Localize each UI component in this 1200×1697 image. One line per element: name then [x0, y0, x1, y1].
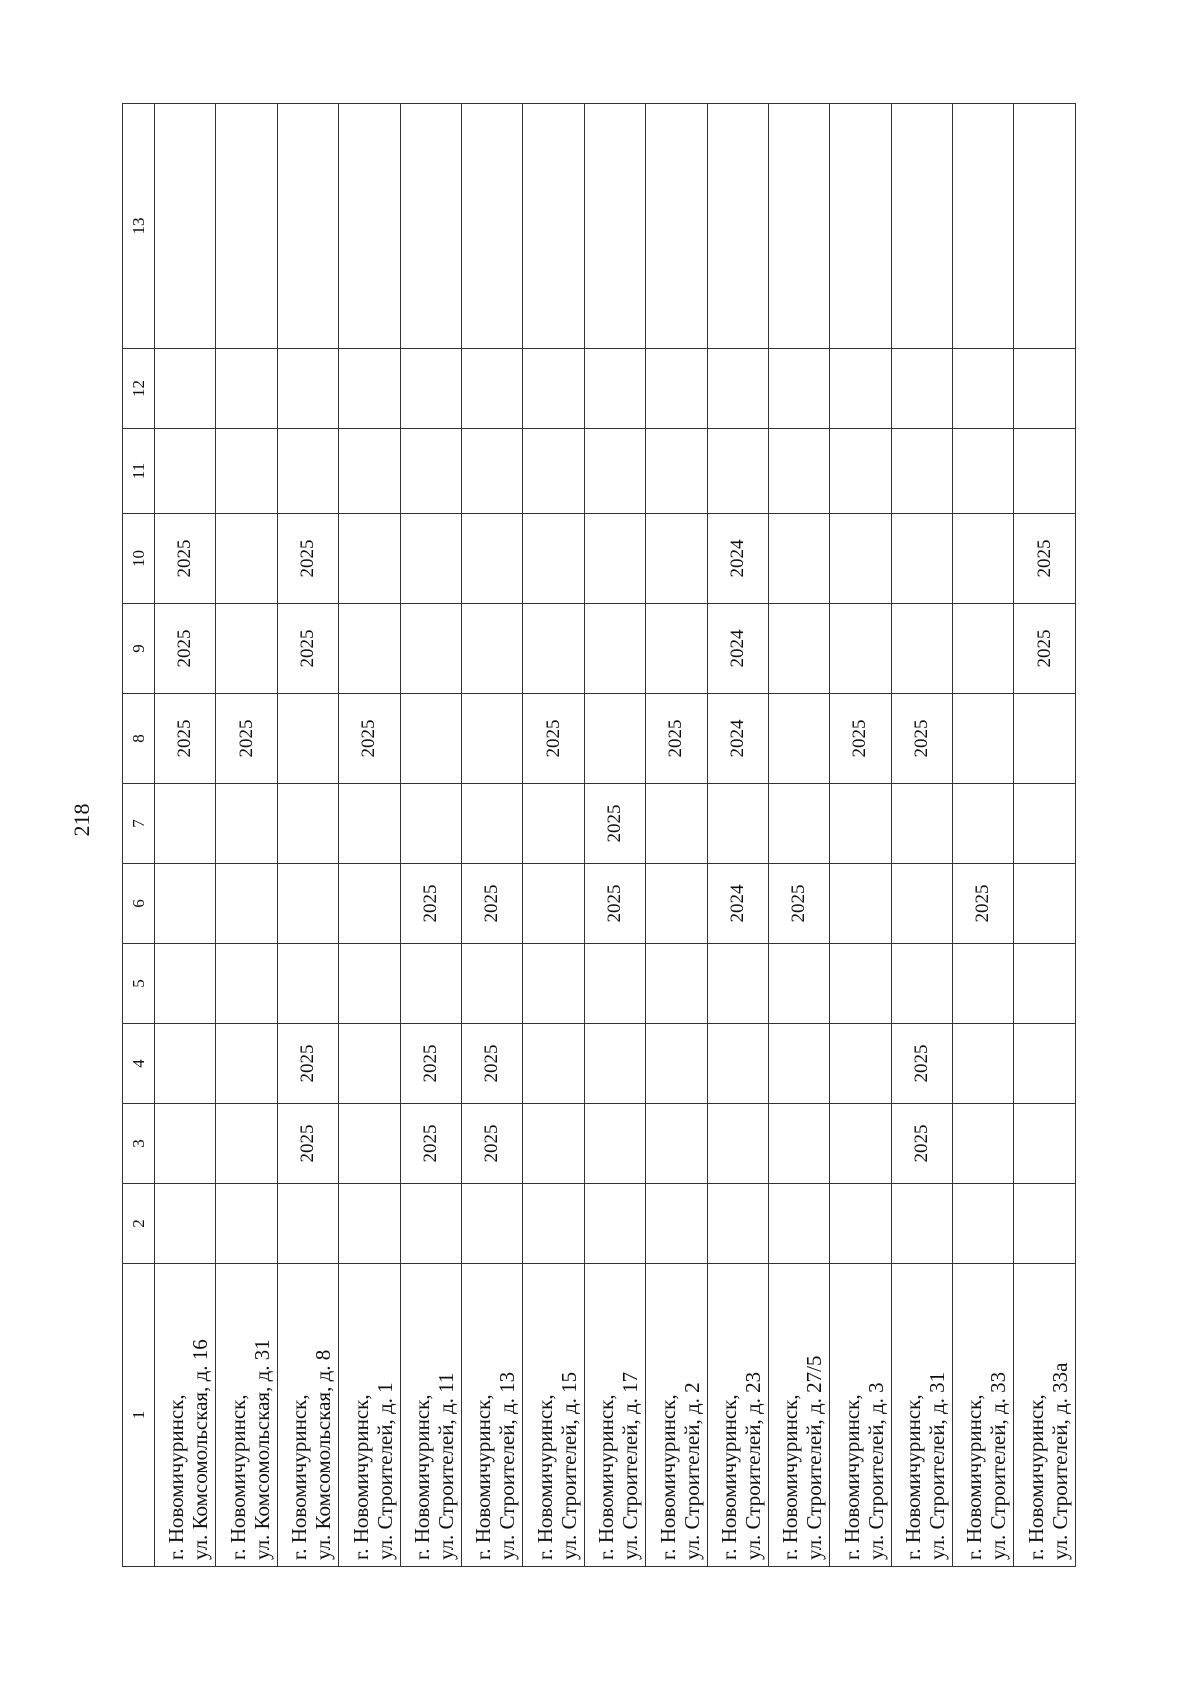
year-cell: 2025 [891, 1104, 952, 1184]
year-cell [155, 1184, 216, 1264]
column-header: 13 [123, 104, 155, 349]
year-cell [277, 104, 338, 349]
year-cell: 2024 [707, 694, 768, 784]
year-cell [707, 429, 768, 514]
address-cell [523, 1264, 584, 1567]
address-street: ул. Строителей, д. 33а [1048, 1362, 1072, 1560]
year-cell [768, 604, 829, 694]
year-cell [584, 349, 645, 429]
year-cell [891, 1184, 952, 1264]
year-cell [584, 1024, 645, 1104]
year-cell [277, 694, 338, 784]
table-row [830, 104, 891, 1567]
address-street: ул. Строителей, д. 27/5 [802, 1355, 827, 1560]
column-header: 9 [123, 604, 155, 694]
year-cell [523, 604, 584, 694]
year-cell [216, 514, 277, 604]
year-cell: 2025 [400, 864, 461, 944]
address-cell [830, 1264, 891, 1567]
address-city: г. Новомичуринск, [594, 1394, 619, 1560]
table-row [953, 104, 1014, 1567]
year-cell: 2025 [400, 1024, 461, 1104]
year-cell [155, 349, 216, 429]
year-cell [461, 349, 522, 429]
year-cell [461, 604, 522, 694]
year-cell [339, 104, 400, 349]
year-cell [830, 349, 891, 429]
year-cell: 2025 [830, 694, 891, 784]
address-cell [1014, 1264, 1076, 1567]
year-cell [953, 784, 1014, 864]
year-cell [339, 944, 400, 1024]
year-cell [339, 784, 400, 864]
year-cell [277, 429, 338, 514]
column-header: 6 [123, 864, 155, 944]
year-cell [461, 514, 522, 604]
year-cell [646, 104, 707, 349]
table-header [123, 104, 155, 1567]
data-table [122, 103, 1076, 1567]
year-cell [646, 1184, 707, 1264]
table-row [584, 104, 645, 1567]
table-row [646, 104, 707, 1567]
address-cell [768, 1264, 829, 1567]
year-cell [768, 1184, 829, 1264]
year-cell: 2025 [277, 1024, 338, 1104]
table-row [155, 104, 216, 1567]
year-cell: 2025 [461, 864, 522, 944]
year-cell [216, 1104, 277, 1184]
column-header: 11 [123, 429, 155, 514]
year-cell [584, 429, 645, 514]
year-cell [155, 429, 216, 514]
year-cell [400, 514, 461, 604]
address-street: ул. Строителей, д. 23 [740, 1371, 765, 1560]
column-header: 3 [123, 1104, 155, 1184]
address-cell [277, 1264, 338, 1567]
year-cell [891, 104, 952, 349]
year-cell [830, 104, 891, 349]
year-cell [768, 1104, 829, 1184]
year-cell [646, 429, 707, 514]
year-cell [707, 349, 768, 429]
address-street: ул. Строителей, д. 33 [986, 1371, 1011, 1560]
year-cell [953, 349, 1014, 429]
year-cell [216, 104, 277, 349]
address-street: ул. Строителей, д. 15 [556, 1371, 581, 1560]
year-cell [646, 944, 707, 1024]
year-cell [646, 1104, 707, 1184]
year-cell [646, 514, 707, 604]
year-cell [400, 694, 461, 784]
year-cell [830, 514, 891, 604]
year-cell [891, 864, 952, 944]
year-cell [155, 1024, 216, 1104]
address-street: ул. Комсомольская, д. 31 [249, 1339, 274, 1560]
year-cell: 2025 [155, 514, 216, 604]
address-city: г. Новомичуринск, [778, 1394, 803, 1560]
year-cell: 2025 [523, 694, 584, 784]
year-cell [953, 429, 1014, 514]
year-cell [891, 944, 952, 1024]
year-cell [523, 104, 584, 349]
year-cell [400, 944, 461, 1024]
year-cell [339, 864, 400, 944]
table-row [707, 104, 768, 1567]
year-cell [646, 1024, 707, 1104]
year-cell [830, 1184, 891, 1264]
year-cell [523, 349, 584, 429]
year-cell [523, 514, 584, 604]
address-city: г. Новомичуринск, [225, 1394, 250, 1560]
year-cell [339, 429, 400, 514]
year-cell [216, 1184, 277, 1264]
year-cell [461, 694, 522, 784]
address-street: ул. Строителей, д. 31 [925, 1371, 950, 1560]
year-cell [768, 429, 829, 514]
year-cell [891, 604, 952, 694]
year-cell [339, 1184, 400, 1264]
year-cell [461, 784, 522, 864]
address-city: г. Новомичуринск, [409, 1394, 434, 1560]
year-cell [768, 694, 829, 784]
table-row [339, 104, 400, 1567]
year-cell [584, 104, 645, 349]
table-row [461, 104, 522, 1567]
year-cell [768, 514, 829, 604]
year-cell: 2025 [891, 694, 952, 784]
address-city: г. Новомичуринск, [1024, 1394, 1048, 1560]
year-cell [400, 429, 461, 514]
year-cell [830, 1024, 891, 1104]
year-cell [584, 1184, 645, 1264]
year-cell [830, 784, 891, 864]
year-cell [277, 1184, 338, 1264]
year-cell [339, 1024, 400, 1104]
column-header: 12 [123, 349, 155, 429]
year-cell [1014, 784, 1076, 864]
year-cell [707, 1024, 768, 1104]
year-cell [953, 604, 1014, 694]
address-city: г. Новомичуринск, [287, 1394, 312, 1560]
year-cell [339, 514, 400, 604]
year-cell [216, 944, 277, 1024]
year-cell: 2025 [400, 1104, 461, 1184]
year-cell [584, 694, 645, 784]
address-street: ул. Строителей, д. 1 [372, 1382, 397, 1560]
year-cell [707, 1184, 768, 1264]
address-city: г. Новомичуринск, [164, 1394, 189, 1560]
year-cell: 2025 [1014, 514, 1076, 604]
year-cell: 2025 [646, 694, 707, 784]
column-header: 4 [123, 1024, 155, 1104]
year-cell: 2025 [277, 604, 338, 694]
year-cell [523, 429, 584, 514]
year-cell [707, 104, 768, 349]
year-cell [1014, 1104, 1076, 1184]
year-cell [1014, 694, 1076, 784]
year-cell [830, 1104, 891, 1184]
year-cell: 2025 [1014, 604, 1076, 694]
address-cell [891, 1264, 952, 1567]
year-cell: 2025 [155, 694, 216, 784]
year-cell [646, 864, 707, 944]
year-cell [155, 784, 216, 864]
year-cell [277, 944, 338, 1024]
year-cell [461, 104, 522, 349]
address-city: г. Новомичуринск, [471, 1394, 496, 1560]
address-city: г. Новомичуринск, [962, 1394, 987, 1560]
year-cell [400, 104, 461, 349]
year-cell [400, 604, 461, 694]
year-cell: 2025 [461, 1024, 522, 1104]
year-cell [155, 944, 216, 1024]
year-cell: 2025 [891, 1024, 952, 1104]
year-cell [216, 784, 277, 864]
year-cell [523, 1024, 584, 1104]
year-cell [523, 1104, 584, 1184]
year-cell [953, 694, 1014, 784]
table-row [400, 104, 461, 1567]
address-cell [707, 1264, 768, 1567]
year-cell [891, 349, 952, 429]
year-cell [953, 944, 1014, 1024]
year-cell [155, 864, 216, 944]
year-cell: 2025 [584, 784, 645, 864]
address-street: ул. Комсомольская, д. 16 [188, 1339, 213, 1560]
column-header: 1 [123, 1264, 155, 1567]
year-cell [953, 514, 1014, 604]
address-street: ул. Строителей, д. 17 [618, 1371, 643, 1560]
column-header: 7 [123, 784, 155, 864]
year-cell [768, 944, 829, 1024]
year-cell [1014, 944, 1076, 1024]
year-cell [830, 604, 891, 694]
rotated-table-container [122, 104, 1076, 1567]
address-cell [584, 1264, 645, 1567]
year-cell [584, 604, 645, 694]
table-body [155, 104, 1076, 1567]
year-cell [1014, 864, 1076, 944]
address-street: ул. Строителей, д. 2 [679, 1382, 704, 1560]
year-cell [953, 1184, 1014, 1264]
address-city: г. Новомичуринск, [839, 1394, 864, 1560]
page-number-text: 218 [69, 803, 94, 837]
year-cell [1014, 1184, 1076, 1264]
year-cell [584, 1104, 645, 1184]
address-city: г. Новомичуринск, [532, 1394, 557, 1560]
year-cell [277, 349, 338, 429]
year-cell [953, 104, 1014, 349]
year-cell [830, 944, 891, 1024]
year-cell: 2024 [707, 604, 768, 694]
address-city: г. Новомичуринск, [901, 1394, 926, 1560]
table-row [1014, 104, 1076, 1567]
address-cell [339, 1264, 400, 1567]
year-cell [830, 429, 891, 514]
year-cell [1014, 429, 1076, 514]
table-row [891, 104, 952, 1567]
table-row [216, 104, 277, 1567]
year-cell [707, 1104, 768, 1184]
table-row [523, 104, 584, 1567]
year-cell [339, 604, 400, 694]
address-cell [953, 1264, 1014, 1567]
year-cell [646, 349, 707, 429]
year-cell [461, 1184, 522, 1264]
year-cell [216, 349, 277, 429]
year-cell [646, 784, 707, 864]
address-street: ул. Комсомольская, д. 8 [311, 1349, 336, 1560]
year-cell [768, 104, 829, 349]
address-street: ул. Строителей, д. 11 [433, 1372, 458, 1560]
year-cell [400, 1184, 461, 1264]
year-cell [216, 864, 277, 944]
table-row [768, 104, 829, 1567]
year-cell: 2024 [707, 864, 768, 944]
year-cell: 2025 [584, 864, 645, 944]
year-cell [584, 514, 645, 604]
year-cell [1014, 1024, 1076, 1104]
year-cell: 2025 [461, 1104, 522, 1184]
year-cell [400, 784, 461, 864]
year-cell [400, 349, 461, 429]
address-cell [216, 1264, 277, 1567]
year-cell [155, 104, 216, 349]
table-row [277, 104, 338, 1567]
year-cell [277, 864, 338, 944]
address-city: г. Новомичуринск, [716, 1394, 741, 1560]
year-cell: 2025 [155, 604, 216, 694]
year-cell [646, 604, 707, 694]
year-cell [768, 784, 829, 864]
year-cell [523, 864, 584, 944]
year-cell [461, 429, 522, 514]
address-cell [646, 1264, 707, 1567]
year-cell [707, 944, 768, 1024]
year-cell: 2025 [216, 694, 277, 784]
year-cell [523, 784, 584, 864]
year-cell [339, 349, 400, 429]
column-header: 8 [123, 694, 155, 784]
year-cell [216, 429, 277, 514]
address-city: г. Новомичуринск, [655, 1394, 680, 1560]
address-street: ул. Строителей, д. 3 [863, 1382, 888, 1560]
header-row [123, 104, 155, 1567]
year-cell [1014, 349, 1076, 429]
year-cell [461, 944, 522, 1024]
year-cell [891, 429, 952, 514]
year-cell [1014, 104, 1076, 349]
year-cell [768, 1024, 829, 1104]
address-cell [155, 1264, 216, 1567]
year-cell [339, 1104, 400, 1184]
year-cell [953, 1104, 1014, 1184]
year-cell [891, 784, 952, 864]
column-header: 5 [123, 944, 155, 1024]
address-cell [400, 1264, 461, 1567]
year-cell [523, 944, 584, 1024]
address-cell [461, 1264, 522, 1567]
year-cell: 2025 [339, 694, 400, 784]
address-street: ул. Строителей, д. 13 [495, 1371, 520, 1560]
year-cell [155, 1104, 216, 1184]
address-city: г. Новомичуринск, [348, 1394, 373, 1560]
year-cell: 2025 [768, 864, 829, 944]
year-cell: 2024 [707, 514, 768, 604]
year-cell [523, 1184, 584, 1264]
year-cell [277, 784, 338, 864]
year-cell: 2025 [277, 1104, 338, 1184]
column-header: 2 [123, 1184, 155, 1264]
year-cell [584, 944, 645, 1024]
year-cell [216, 604, 277, 694]
year-cell: 2025 [953, 864, 1014, 944]
year-cell [830, 864, 891, 944]
column-header: 10 [123, 514, 155, 604]
year-cell [953, 1024, 1014, 1104]
year-cell [216, 1024, 277, 1104]
year-cell [891, 514, 952, 604]
year-cell: 2025 [277, 514, 338, 604]
year-cell [707, 784, 768, 864]
year-cell [768, 349, 829, 429]
